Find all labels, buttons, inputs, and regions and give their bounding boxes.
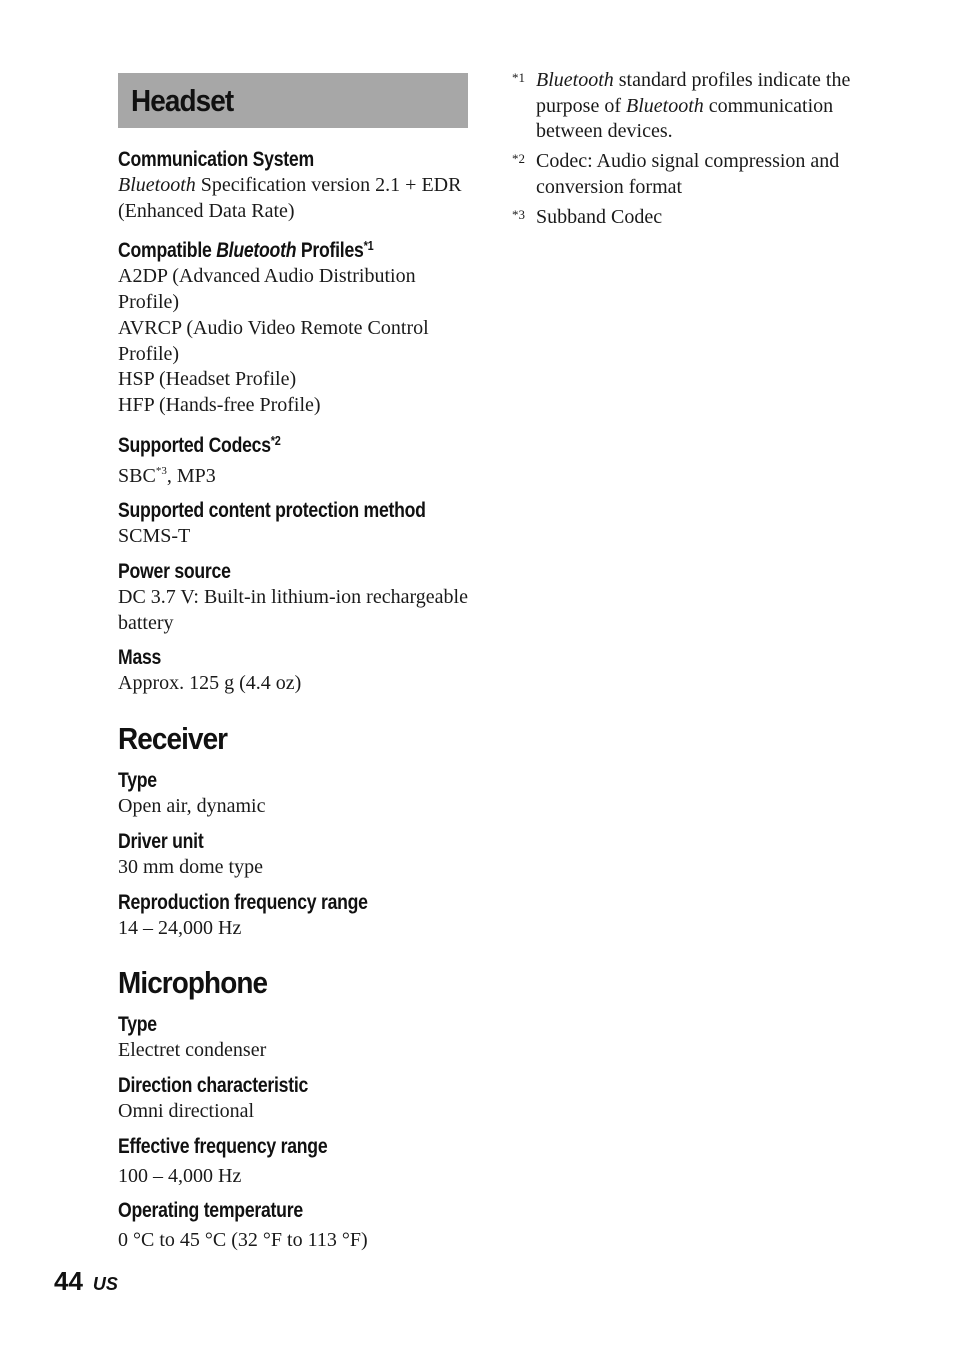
footnote-1 — [512, 68, 872, 145]
footnote-3 — [512, 205, 872, 231]
left-column — [118, 73, 470, 1254]
profile-avrcp: AVRCP (Audio Video Remote Control Profile) — [118, 316, 429, 365]
mass-value: Approx. 125 g (4.4 oz) — [118, 672, 302, 695]
page-number — [54, 1266, 118, 1297]
operating-temperature-item — [118, 1197, 470, 1254]
receiver-type-label: Type — [118, 769, 157, 793]
direction-characteristic-value: Omni directional — [118, 1099, 255, 1122]
footnote-ref-3: *3 — [155, 464, 167, 477]
supported-codecs-value: SBC$^{*3}$, MP3 — [118, 464, 216, 487]
profile-a2dp: A2DP (Advanced Audio Distribution Profile) — [118, 265, 416, 314]
content-protection-value: SCMS-T — [118, 525, 191, 548]
effective-frequency-label: Effective frequency range — [118, 1134, 328, 1158]
footnote-1-mark: *1 — [512, 70, 525, 85]
effective-frequency-item — [118, 1133, 470, 1190]
footnotes-column — [512, 68, 872, 234]
content-protection-label: Supported content protection method — [118, 499, 426, 523]
footnote-2-text: Codec: Audio signal compression and conversion format — [536, 150, 840, 198]
microphone-title: Microphone — [118, 965, 268, 1001]
direction-characteristic-label: Direction characteristic — [118, 1073, 309, 1097]
receiver-type-item — [118, 767, 470, 820]
microphone-type-value: Electret condenser — [118, 1039, 267, 1062]
footnote-2-mark: *2 — [512, 151, 525, 167]
footnote-2 — [512, 149, 872, 200]
footnote-ref-1: *1 — [363, 238, 374, 254]
driver-unit-item — [118, 828, 470, 881]
power-source-value: DC 3.7 V: Built-in lithium-ion rechargeable battery — [118, 586, 468, 634]
footnote-3-text: Subband Codec — [536, 205, 663, 228]
compatible-profiles-label: Compatible Bluetooth Profiles$^{*1}$ — [118, 238, 374, 263]
mass-item — [118, 644, 470, 697]
operating-temperature-label: Operating temperature — [118, 1199, 303, 1223]
footnote-ref-2: *2 — [270, 432, 281, 448]
mass-label: Mass — [118, 646, 162, 670]
direction-characteristic-item — [118, 1072, 470, 1125]
power-source-label: Power source — [118, 560, 231, 584]
headset-title: Headset — [131, 82, 234, 118]
communication-system-item — [118, 146, 470, 224]
footnote-3-mark: *3 — [512, 206, 525, 222]
receiver-type-value: Open air, dynamic — [118, 795, 266, 818]
profile-hsp: HSP (Headset Profile) — [118, 368, 297, 391]
communication-system-label: Communication System — [118, 148, 314, 171]
reproduction-frequency-label: Reproduction frequency range — [118, 890, 368, 914]
driver-unit-label: Driver unit — [118, 829, 204, 853]
operating-temperature-value: 0 °C to 45 °C (32 °F to 113 °F) — [118, 1229, 368, 1252]
reproduction-frequency-value: 14 – 24,000 Hz — [118, 916, 242, 939]
content-protection-item — [118, 497, 470, 550]
microphone-type-label: Type — [118, 1013, 157, 1037]
effective-frequency-value: 100 – 4,000 Hz — [118, 1164, 242, 1187]
supported-codecs-label: Supported Codecs$^{*2}$ — [118, 432, 281, 457]
driver-unit-value: 30 mm dome type — [118, 855, 263, 878]
supported-codecs-item — [118, 427, 470, 490]
communication-system-value: Bluetooth Specification version 2.1 + EDR (Enhanced Data Rate) — [118, 174, 462, 222]
microphone-type-item — [118, 1011, 470, 1064]
profile-hfp: HFP (Hands-free Profile) — [118, 393, 321, 416]
page-locale: US — [92, 1274, 118, 1294]
reproduction-frequency-item — [118, 889, 470, 942]
footnote-1-text: Bluetooth standard profiles indicate the purpose of Bluetooth communication between devices. — [536, 69, 851, 143]
page-number-value: 44 — [54, 1266, 83, 1296]
headset-section-header — [118, 73, 468, 128]
receiver-title: Receiver — [118, 721, 228, 757]
compatible-profiles-item — [118, 232, 470, 418]
power-source-item — [118, 558, 470, 636]
